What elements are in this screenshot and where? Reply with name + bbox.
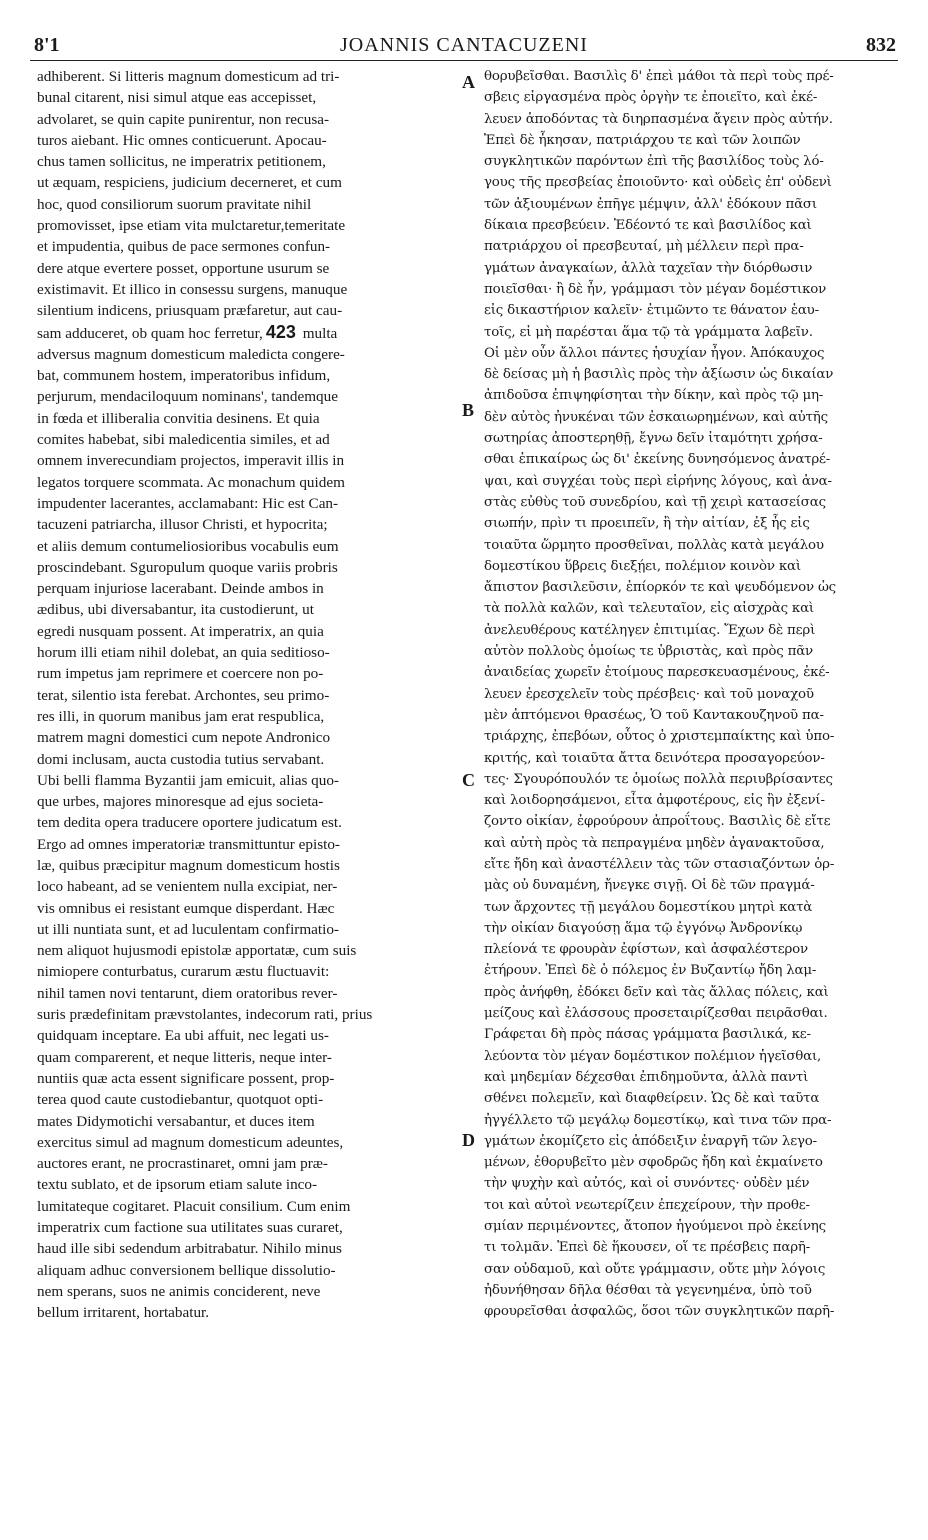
text-line: συγκλητικῶν παρόντων ἐπὶ τῆς βασιλίδος τοὺς λό- — [484, 154, 824, 170]
text-line: matrem magni domestici cum nepote Andronico — [37, 729, 331, 747]
line-text-start: sam adduceret, ob quam hoc ferretur, — [37, 324, 263, 342]
text-line: nuntiis quæ acta essent significare possent, prop- — [37, 1069, 335, 1087]
text-line: λευεν ἐρεσχελεῖν τοὺς πρέσβεις· καὶ τοῦ μοναχοῦ — [484, 686, 814, 702]
text-line: στὰς εὐθὺς τοῦ συνεδρίου, καὶ τῇ χειρὶ κατασείσας — [484, 494, 826, 510]
text-line: terea quod caute custodiebantur, quotquot opti- — [37, 1091, 324, 1109]
text-line: ἀνελευθέρους κατέληγεν ἐπιτιμίας. Ἔχων δὲ περὶ — [484, 622, 816, 638]
text-line: σθαι ἐπικαίρως ὡς δι' ἐκείνης δυνησόμενος ἀνατρέ- — [484, 452, 831, 468]
text-line: existimavit. Et illico in consessu surgens, manuque — [37, 280, 348, 298]
text-line: dere atque evertere posset, opportune usurum se — [37, 259, 330, 277]
text-line: Γράφεται δὴ πρὸς πάσας γράμματα βασιλικά, κε- — [484, 1027, 811, 1043]
text-line — [37, 322, 455, 344]
text-line: advolaret, se quin capite punirentur, non recusa- — [37, 110, 330, 128]
text-line: μὲν ἀπτόμενοι θρασέως, Ὁ τοῦ Καντακουζηνοῦ πα- — [484, 707, 824, 723]
text-line: horum illi etiam nihil dolebat, an quia seditioso- — [37, 644, 330, 662]
text-line: σβεις εἰργασμένα πρὸς ὀργὴν τε ἐποιεῖτο, καὶ ἐκέ- — [484, 90, 818, 106]
text-line: comites habebat, sibi maledicentia similes, et ad — [37, 431, 330, 449]
text-line: que urbes, majores minoresque ad ejus societa- — [37, 793, 324, 811]
text-line: τες· Σγουρόπουλόν τε ὁμοίως πολλὰ περιυβρίσαντες — [484, 771, 833, 787]
text-line: domi inclusam, aucta custodia tutius servabant. — [37, 750, 325, 768]
text-line: aliquam adhuc conversionem bellique dissolutio- — [37, 1261, 336, 1279]
text-line: turos aiebant. Hic omnes conticuerunt. Apocau- — [37, 131, 327, 149]
text-line: τῶν ἀξιουμένων ἐπῆγε μέμψιν, ἀλλ' ἐδόκουν πᾶσι — [484, 196, 817, 212]
text-line: quidquam inceptare. Ea ubi affuit, nec legati us- — [37, 1027, 329, 1045]
text-line: φρουρεῖσθαι ἀσφαλῶς, ὅσοι τῶν συγκλητικῶν παρῆ- — [484, 1304, 835, 1320]
text-line: μὰς οὐ δυναμένη, ἤνεγκε σιγῇ. Οἱ δὲ τῶν πραγμά- — [484, 878, 815, 894]
text-line: κριτής, καὶ τοιαῦτα ἄττα δεινότερα προσαγορεύον- — [484, 750, 825, 766]
text-line: τοῖς, εἰ μὴ παρέσται ἅμα τῷ τὰ γράμματα λαβεῖν. — [484, 324, 813, 340]
text-line: quam comparerent, et neque litteris, neque inter- — [37, 1048, 332, 1066]
text-line: σμίαν περιμένοντες, ἄτοπον ἡγούμενοι πρὸ ἐκείνης — [484, 1219, 826, 1235]
text-line: πατριάρχου οἱ πρεσβευταί, μὴ μέλλειν περὶ πρα- — [484, 239, 804, 255]
text-line: Οἱ μὲν οὖν ἄλλοι πάντες ἡσυχίαν ἦγον. Ἀπόκαυχος — [484, 345, 825, 361]
text-line: nem aliquot hujusmodi epistolæ apportatæ, cum suis — [37, 942, 357, 960]
text-line: ἄπιστον βασιλεῦσιν, ἐπίορκόν τε καὶ ψευδόμενον ὡς — [484, 580, 836, 596]
text-line: læ, quibus præcipitur magnum domesticum hostis — [37, 856, 340, 874]
latin-column — [37, 66, 455, 1324]
text-line: τὰ πολλὰ καλῶν, καὶ τελευταῖον, εἰς αἰσχρὰς καὶ — [484, 601, 814, 617]
text-line: ἀναιδείας χωρεῖν ἑτοίμους παρεσκευασμένους, ἐκέ- — [484, 665, 830, 681]
margin-letter-d: D — [462, 1130, 475, 1150]
text-line: nem sperans, suos ne animis conciderent, neve — [37, 1282, 321, 1300]
text-line: adhiberent. Si litteris magnum domesticum ad tri- — [37, 68, 340, 85]
text-line: ψαι, καὶ συγχέαι τοὺς περὶ εἰρήνης λόγους, καὶ ἀνα- — [484, 473, 832, 489]
page-number-left: 8'1 — [34, 34, 60, 56]
text-line: ut æquam, respiciens, judicium decerneret, et cum — [37, 174, 342, 192]
running-title: JOANNIS CANTACUZENI — [340, 34, 588, 56]
text-line: mates Didymotichi versabantur, et duces item — [37, 1112, 315, 1130]
margin-letter-b: B — [462, 400, 475, 420]
text-line: rum impetus jam reprimere et coercere non po- — [37, 665, 324, 683]
text-line: Ἐπεὶ δὲ ἧκησαν, πατριάρχου τε καὶ τῶν λοιπῶν — [484, 132, 801, 148]
text-line: imperatrix cum factione sua utilitates suas curaret, — [37, 1219, 343, 1237]
text-line: perjurum, mendaciloquum nominans', tandemque — [37, 388, 338, 406]
text-line: suris prædefinitam prævstolantes, indecorum rati, prius — [37, 1006, 373, 1024]
text-line: ἠγγέλλετο τῷ μεγάλῳ δομεστίκῳ, καὶ τινα τῶν πρα- — [484, 1112, 832, 1128]
text-line: exercitus simul ad magnum domesticum adeuntes, — [37, 1133, 344, 1151]
text-line: ποιεῖσθαι· ἢ δὲ ἦν, γράμμασι τὸν μέγαν δομέστικον — [484, 281, 827, 297]
text-line: εἰς δικαστήριον καλεῖν· ἐτιμῶντο τε θάνατον ἑαυ- — [484, 303, 819, 319]
text-line: auctores erant, ne procrastinaret, omni jam præ- — [37, 1155, 328, 1173]
text-line: in fœda et illiberalia convitia desinens. Et quia — [37, 409, 320, 427]
text-line: δομεστίκου ὕβρεις διεξῄει, πολέμιον κοινὸν καὶ — [484, 558, 801, 574]
page-number-right: 832 — [866, 34, 896, 56]
text-line: πλείονά τε φρουρὰν ἐφίστων, καὶ ἀσφαλέστερον — [484, 942, 808, 958]
text-line: τὴν οἰκίαν διαγούσῃ ἅμα τῷ ἐγγόνῳ Ἀνδρονίκῳ — [484, 920, 803, 936]
text-line: δὲν αὐτὸς ἠνυκέναι τῶν ἐσκαιωρημένων, καὶ αὐτῆς — [484, 409, 828, 425]
text-line: proscindebant. Sguropulum quoque variis probris — [37, 558, 338, 576]
text-line: σθένει πολεμεῖν, καὶ διαφθείρειν. Ὡς δὲ καὶ ταῦτα — [484, 1091, 820, 1107]
text-line: hoc, quod consiliorum suorum pravitate nihil — [37, 195, 312, 213]
text-line: ut illi nuntiata sunt, et ad luculentam confirmatio- — [37, 920, 339, 938]
text-line: egredi nusquam possent. At imperatrix, an quia — [37, 622, 324, 640]
line-text-end: multa — [298, 324, 338, 342]
text-line: legatos torquere scommata. Ac monachum quidem — [37, 473, 345, 491]
text-line: bat, communem hostem, imperatoribus infidum, — [37, 367, 331, 385]
text-line: res illi, in quorum manibus jam erat respublica, — [37, 707, 325, 725]
text-line: bellum irritarent, hortabatur. — [37, 1304, 210, 1322]
text-line: loco habeant, ad se venientem nulla excipiat, ner- — [37, 878, 338, 896]
text-line: καὶ μηδεμίαν δέχεσθαι ἐπιδημοῦντα, ἀλλὰ παντὶ — [484, 1069, 809, 1085]
text-line: ἐτήρουν. Ἐπεὶ δὲ ὁ πόλεμος ἐν Βυζαντίῳ ἤδη λαμ- — [484, 963, 817, 979]
text-line: adversus magnum domesticum maledicta congere- — [37, 345, 345, 363]
text-line: et aliis demum contumeliosioribus vocabulis eum — [37, 537, 339, 555]
text-line: τριάρχης, ἐπεβόων, οὗτος ὁ χριστεμπαίκτης καὶ ὑπο- — [484, 729, 835, 745]
text-line: λευεν ἀποδόντας τὰ διηρπασμένα ἄγειν πρὸς αὐτήν. — [484, 111, 833, 127]
text-line: chus tamen sollicitus, ne imperatrix petitionem, — [37, 153, 326, 171]
text-line: τοι καὶ αὐτοὶ νεωτερίζειν ἐπεχείρουν, τὴν προθε- — [484, 1197, 810, 1213]
text-line: εἴτε ἤδη καὶ ἀναστέλλειν τὰς τῶν στασιαζόντων ὁρ- — [484, 856, 835, 872]
text-line: ædibus, ubi diversabantur, ita custodierunt, ut — [37, 601, 314, 619]
text-line: et impudentia, quibus de pace sermones confun- — [37, 238, 331, 256]
text-line: Ergo ad omnes imperatoriæ transmittuntur episto- — [37, 835, 340, 853]
text-line: nihil tamen novi tentarunt, diem oratoribus rever- — [37, 984, 338, 1002]
text-line: τι τολμᾶν. Ἐπεὶ δὲ ἥκουσεν, οἵ τε πρέσβεις παρῆ- — [484, 1240, 811, 1256]
page-header — [30, 30, 898, 61]
greek-column — [484, 66, 896, 1323]
text-line: haud ille sibi sedendum arbitrabatur. Nihilo minus — [37, 1240, 342, 1258]
text-line: μένων, ἐθορυβεῖτο μὲν σφοδρῶς ἤδη καὶ ἐκμαίνετο — [484, 1155, 823, 1171]
text-line: ζοντο οἰκίαν, ἐφρούρουν ἀπροΐτους. Βασιλὶς δὲ εἴτε — [484, 814, 831, 830]
text-line: αὐτὸν πολλοὺς ὁμοίως τε ὑβριστὰς, καὶ πρὸς πᾶν — [484, 644, 813, 660]
text-line: τὴν ψυχὴν καὶ αὐτός, καὶ οἱ συνόντες· οὐδὲν μέν — [484, 1176, 810, 1192]
text-line: δίκαια πρεσβεύειν. Ἐδέοντό τε καὶ βασιλίδος καὶ — [484, 218, 812, 234]
text-line: μείζους καὶ ἐλάσσους προσεταιρίζεσθαι πειρᾶσθαι. — [484, 1006, 828, 1022]
text-line: perquam injuriose lacerabant. Deinde ambos in — [37, 580, 324, 598]
text-line: τοιαῦτα ὥρμητο προσθεῖναι, πολλὰς κατὰ μεγάλου — [484, 537, 824, 553]
text-line: γμάτων ἐκομίζετο εἰς ἀπόδειξιν ἐναργῆ τῶν λεγο- — [484, 1133, 817, 1149]
text-line: ἀπιδοῦσα ἐπιψηφίσηται τὴν δίκην, καὶ πρὸς τῷ μη- — [484, 388, 824, 404]
text-line: textu sublato, et de ipsorum etiam salute inco- — [37, 1176, 318, 1194]
margin-letter-a: A — [462, 72, 475, 92]
text-line: lumitateque cogitaret. Placuit consilium. Cum enim — [37, 1197, 351, 1215]
text-line: πρὸς ἀνήφθη, ἐδόκει δεῖν καὶ τὰς ἄλλας πόλεις, καὶ — [484, 984, 829, 1000]
margin-letter-c: C — [462, 770, 475, 790]
text-line: terat, silentio ista ferebat. Archontes, seu primo- — [37, 686, 330, 704]
text-line: tem dedita opera traducere oportere judicatum est. — [37, 814, 342, 832]
text-line: silentium indicens, priusquam præfaretur, aut cau- — [37, 302, 343, 320]
text-line: σιωπήν, πρὶν τι προειπεῖν, ἢ τὴν αἰτίαν, ἐξ ἧς εἰς — [484, 516, 810, 532]
text-line: ἠδυνήθησαν δῆλα θέσθαι τὰ γεγενημένα, ὑπὸ τοῦ — [484, 1282, 812, 1298]
text-line: σωτηρίας ἀποστερηθῇ, ἔγνω δεῖν ἰταμότητι χρήσα- — [484, 431, 823, 447]
text-line: καὶ λοιδορησάμενοι, εἶτα ἀμφοτέρους, εἰς ἣν ἐξενί- — [484, 793, 825, 809]
text-line: των ἄρχοντες τῇ μεγάλου δομεστίκου μητρὶ κατὰ — [484, 899, 813, 915]
text-line: θορυβεῖσθαι. Βασιλὶς δ' ἐπεὶ μάθοι τὰ περὶ τοὺς πρέ- — [484, 69, 834, 84]
text-line: λεύοντα τὸν μέγαν δομέστικον πολέμιον ἡγεῖσθαι, — [484, 1048, 822, 1064]
text-line: Ubi belli flamma Byzantii jam emicuit, alias quo- — [37, 771, 339, 789]
text-line: impudenter lacerantes, acclamabant: Hic est Can- — [37, 494, 339, 512]
text-line: δὲ δείσας μὴ ἡ βασιλὶς πρὸς τὴν ἀξίωσιν ὡς δικαίαν — [484, 367, 834, 383]
inline-page-number: 423 — [265, 321, 296, 342]
text-line: tacuzeni patriarcha, illusor Christi, et hypocrita; — [37, 516, 328, 534]
text-line: καὶ αὐτὴ πρὸς τὰ πεπραγμένα μηδὲν ἀγανακτοῦσα, — [484, 835, 825, 851]
text-line: bunal citarent, nisi simul atque eas accepisset, — [37, 89, 317, 107]
text-line: γμάτων ἀναγκαίων, ἀλλὰ ταχεῖαν τὴν διόρθωσιν — [484, 260, 813, 276]
text-line: vis omnibus ei resistant eumque disperdant. Hæc — [37, 899, 335, 917]
text-line: σαν οὐδαμοῦ, καὶ οὔτε γράμμασιν, οὔτε μὴν λόγοις — [484, 1261, 826, 1277]
text-line: γους τῆς πρεσβείας ἐποιοῦντο· καὶ οὐδεὶς ἐπ' οὐδενὶ — [484, 175, 832, 191]
text-line: promovisset, ipse etiam vita mulctaretur,temeritate — [37, 217, 346, 235]
text-line: omnem inverecundiam projectos, imperavit illis in — [37, 452, 345, 470]
text-line: nimiopere conturbatus, curarum æstu fluctuavit: — [37, 963, 330, 981]
